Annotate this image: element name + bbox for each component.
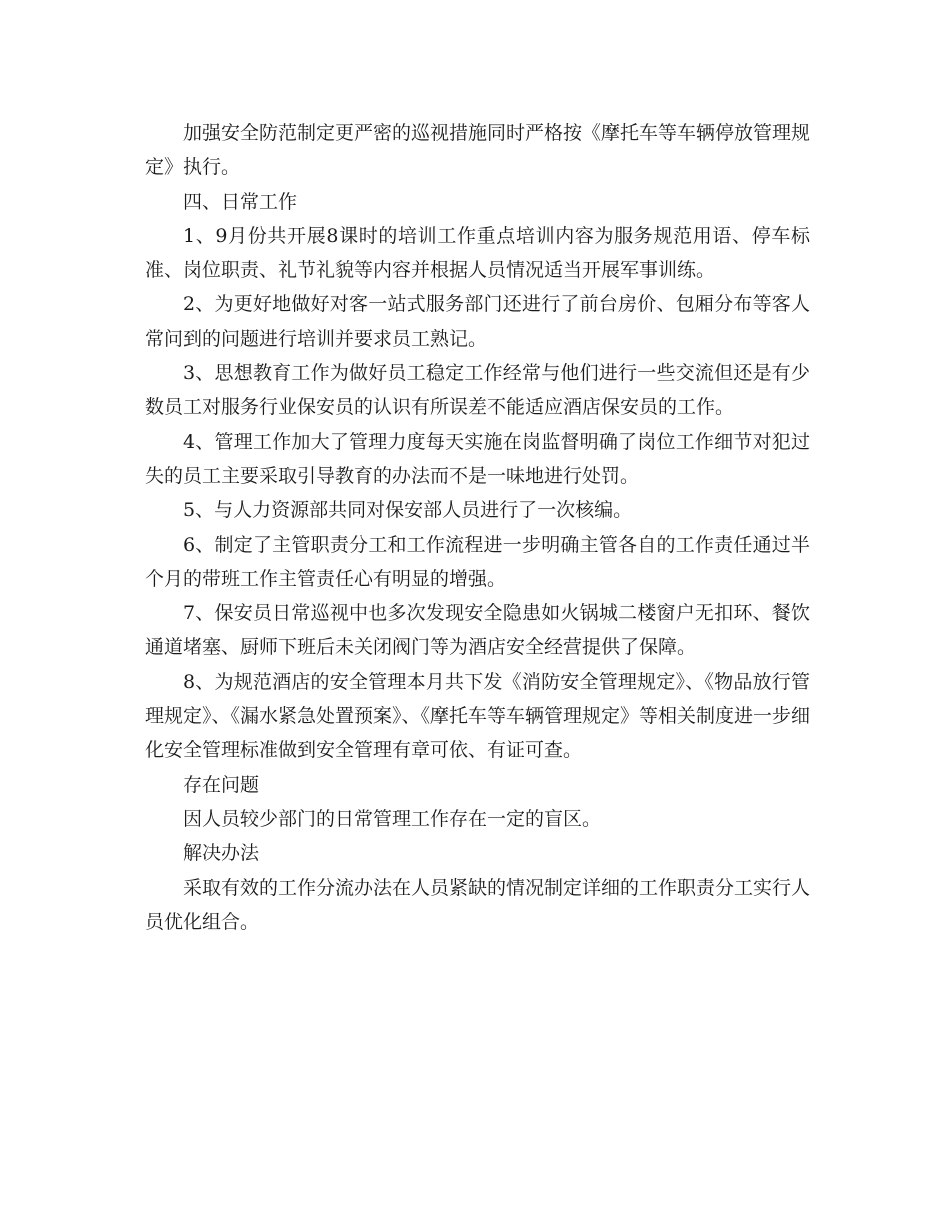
paragraph-item-8: 8、为规范酒店的安全管理本月共下发《消防安全管理规定》、《物品放行管理规定》、《漏水紧急处置预案》、《摩托车等车辆管理规定》等相关制度进一步细化安全管理标准做到安全管理有章可依、有证可查。 (145, 670, 811, 762)
paragraph-safety-patrol: 加强安全防范制定更严密的巡视措施同时严格按《摩托车等车辆停放管理规定》执行。 (145, 122, 811, 179)
paragraph-item-3: 3、思想教育工作为做好员工稳定工作经常与他们进行一些交流但还是有少数员工对服务行业保安员的认识有所误差不能适应酒店保安员的工作。 (145, 362, 810, 419)
paragraph-item-7: 7、保安员日常巡视中也多次发现安全隐患如火锅城二楼窗户无扣环、餐饮通道堵塞、厨师下班后未关闭阀门等为酒店安全经营提供了保障。 (145, 602, 810, 659)
paragraph-item-5: 5、与人力资源部共同对保安部人员进行了一次核编。 (183, 499, 633, 522)
paragraph-item-1: 1、9月份共开展8课时的培训工作重点培训内容为服务规范用语、停车标准、岗位职责、礼节礼貌等内容并根据人员情况适当开展军事训练。 (145, 224, 810, 282)
section-heading-problems: 存在问题 (183, 773, 260, 796)
section-heading-daily-work: 四、日常工作 (183, 190, 298, 213)
paragraph-problems: 因人员较少部门的日常管理工作存在一定的盲区。 (183, 807, 602, 830)
section-heading-solutions: 解决办法 (183, 842, 260, 865)
paragraph-solutions: 采取有效的工作分流办法在人员紧缺的情况制定详细的工作职责分工实行人员优化组合。 (145, 876, 811, 933)
document-body (145, 116, 810, 939)
paragraph-item-2: 2、为更好地做好对客一站式服务部门还进行了前台房价、包厢分布等客人常问到的问题进行培训并要求员工熟记。 (145, 293, 810, 350)
paragraph-item-4: 4、管理工作加大了管理力度每天实施在岗监督明确了岗位工作细节对犯过失的员工主要采取引导教育的办法而不是一味地进行处罚。 (145, 430, 810, 487)
paragraph-item-6: 6、制定了主管职责分工和工作流程进一步明确主管各自的工作责任通过半个月的带班工作主管责任心有明显的增强。 (145, 533, 810, 590)
